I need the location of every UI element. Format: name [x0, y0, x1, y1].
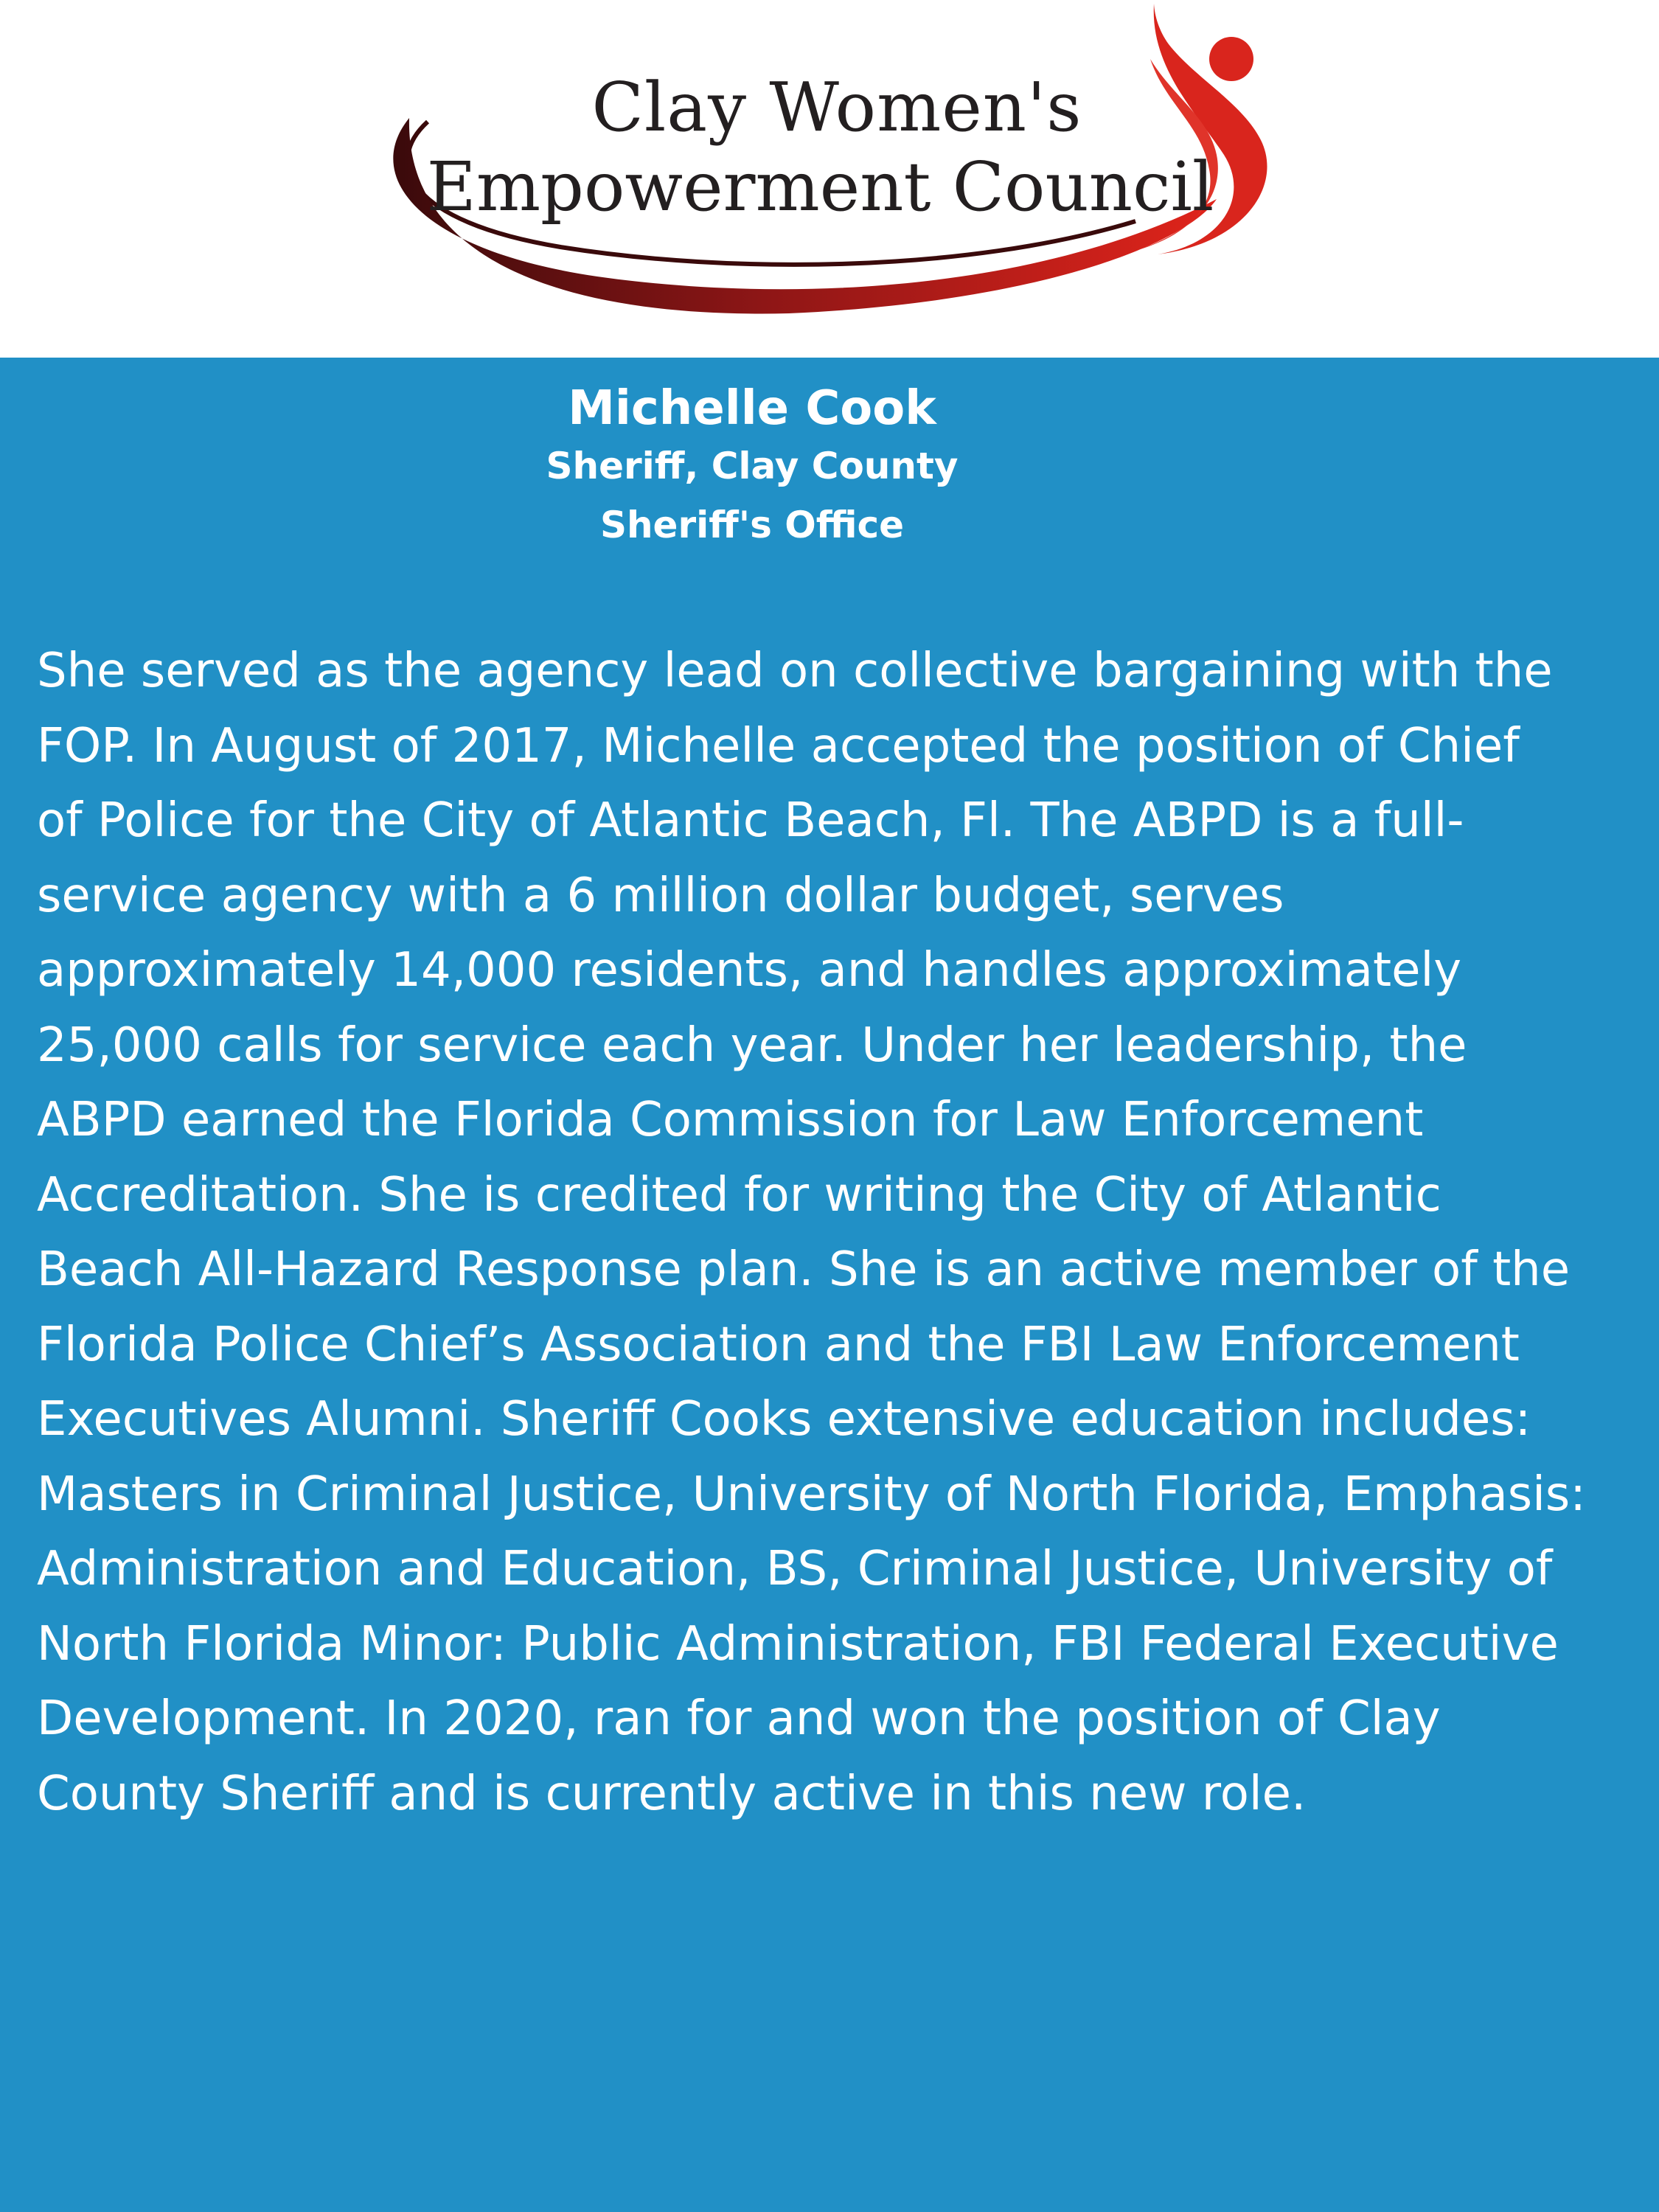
profile-bio: She served as the agency lead on collective bargaining with the FOP. In August of 2017, Michelle accepted the position of Chief of Police for the City of Atlantic Beach, Fl. The ABPD is a full- service agency with a 6 million dollar budget, serves approximately 14,000 residents, and handles approximately 25,000 calls for service each year. Under her leadership, the ABPD earned the Florida Commission for Law Enforcement Accreditation. She is credited for writing the City of Atlantic Beach All-Hazard Response plan. She is an active member of the Florida Police Chief’s Association and the FBI Law Enforcement Executives Alumni. Sheriff Cooks extensive education includes: Masters in Criminal Justice, University of North Florida, Emphasis: Administration and Education, BS, Criminal Justice, University of North Florida Minor: Public Administration, FBI Federal Executive Development. In 2020, ran for and won the position of Clay County Sheriff and is currently active in this new role. — [37, 644, 1586, 1821]
header — [0, 0, 1659, 358]
logo-title-line-1: Clay Women's — [591, 68, 1082, 147]
profile-title-line-1: Sheriff, Clay County — [546, 445, 959, 487]
profile-name: Michelle Cook — [568, 381, 936, 436]
profile-title-line-2: Sheriff's Office — [599, 504, 905, 546]
profile-panel — [0, 358, 1659, 2212]
logo-title-line-2: Empowerment Council — [426, 147, 1214, 226]
council-logo — [376, 0, 1283, 324]
